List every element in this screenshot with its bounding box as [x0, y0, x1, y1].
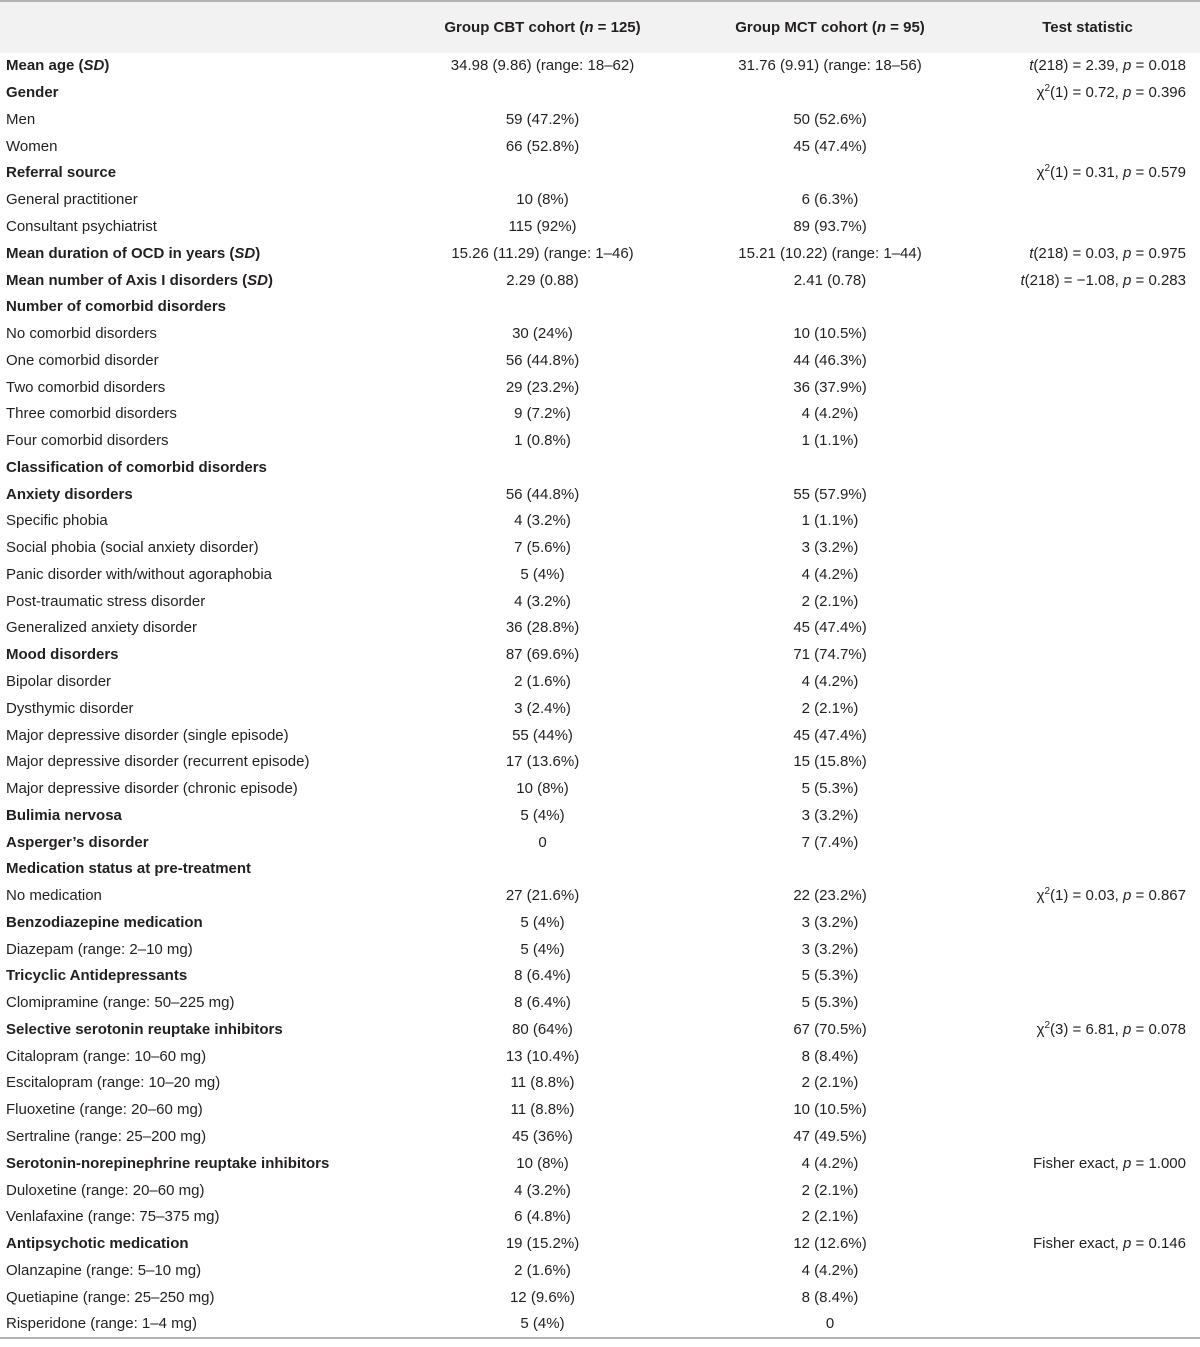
row-label: Number of comorbid disorders [6, 298, 227, 316]
cbt-value: 11 (8.8%) [510, 1101, 575, 1119]
table-row [0, 722, 1200, 749]
test-statistic-value [975, 1257, 1200, 1284]
mct-value: 4 (4.2%) [801, 405, 859, 423]
mct-value: 89 (93.7%) [793, 217, 867, 235]
table-row [0, 1070, 1200, 1097]
table-row [0, 749, 1200, 776]
row-label: Risperidone (range: 1–4 mg) [0, 1311, 400, 1338]
cbt-value: 0 [538, 833, 547, 851]
cbt-value: 11 (8.8%) [510, 1074, 575, 1092]
mct-value: 2 (2.1%) [801, 592, 859, 610]
cbt-value: 10 (8%) [516, 1154, 569, 1172]
row-label: Diazepam (range: 2–10 mg) [6, 940, 193, 958]
test-statistic-value: $\chi^2(1) = 0.72$, p = 0.396 [1036, 83, 1186, 102]
test-statistic-value [975, 107, 1200, 134]
mct-value [685, 856, 975, 883]
cbt-value: 8 (6.4%) [514, 994, 571, 1012]
cbt-value: 10 (8%) [516, 780, 569, 798]
mct-value [685, 454, 975, 481]
test-statistic-value [975, 1043, 1200, 1070]
table-row [0, 1043, 1200, 1070]
table-row [0, 267, 1200, 294]
table-row [0, 1177, 1200, 1204]
table-row [0, 588, 1200, 615]
mct-value: 5 (5.3%) [801, 967, 859, 985]
table-row [0, 187, 1200, 214]
table-row [0, 508, 1200, 535]
test-statistic-value [975, 401, 1200, 428]
mct-value: 1 (1.1%) [801, 512, 859, 530]
row-label: General practitioner [6, 191, 138, 209]
test-statistic-value [975, 1311, 1200, 1338]
test-statistic-value [975, 669, 1200, 696]
cbt-value: 59 (47.2%) [505, 110, 580, 128]
mct-value: 45 (47.4%) [793, 619, 867, 637]
row-label: Duloxetine (range: 20–60 mg) [6, 1181, 205, 1199]
test-statistic-value [975, 642, 1200, 669]
test-statistic-value: t(218) = 2.39, p = 0.018 [1029, 57, 1186, 75]
mct-value: 2.41 (0.78) [793, 271, 867, 289]
test-statistic-value [975, 1124, 1200, 1151]
cbt-value [400, 160, 685, 187]
test-statistic-value [975, 722, 1200, 749]
test-statistic-value: $\chi^2(1) = 0.31$, p = 0.579 [1036, 163, 1186, 182]
table-row [0, 535, 1200, 562]
table-row [0, 428, 1200, 455]
cbt-value: 56 (44.8%) [505, 351, 580, 369]
mct-value: 1 (1.1%) [801, 432, 859, 450]
cbt-value: 3 (2.4%) [514, 699, 571, 717]
mct-value: 4 (4.2%) [801, 1261, 859, 1279]
mct-value: 2 (2.1%) [801, 1208, 859, 1226]
test-statistic-value [975, 695, 1200, 722]
mct-value: 47 (49.5%) [793, 1128, 867, 1145]
table-row [0, 615, 1200, 642]
row-label: Escitalopram (range: 10–20 mg) [6, 1074, 221, 1092]
test-statistic-value [975, 133, 1200, 160]
row-label: Mood disorders [6, 646, 119, 664]
test-statistic-value: Fisher exact, p = 0.146 [1032, 1235, 1186, 1253]
mct-value: 71 (74.7%) [793, 646, 867, 664]
mct-value: 8 (8.4%) [801, 1288, 859, 1306]
test-statistic-value [975, 1070, 1200, 1097]
table-row [0, 347, 1200, 374]
cbt-value: 4 (3.2%) [514, 1181, 571, 1199]
test-statistic-value [975, 428, 1200, 455]
mct-value: 10 (10.5%) [793, 1101, 867, 1119]
row-label: Mean number of Axis I disorders (SD) [6, 271, 274, 289]
row-label: Asperger’s disorder [6, 833, 149, 851]
table-row [0, 1284, 1200, 1311]
row-label: Major depressive disorder (recurrent episode) [6, 753, 310, 771]
mct-value: 22 (23.2%) [793, 887, 867, 905]
row-label: One comorbid disorder [6, 351, 159, 369]
mct-value: 10 (10.5%) [793, 325, 867, 343]
cbt-value: 80 (64%) [512, 1020, 573, 1038]
table-row [0, 776, 1200, 803]
table-row [0, 829, 1200, 856]
test-statistic-value: Fisher exact, p = 1.000 [1032, 1154, 1186, 1172]
test-statistic-value [975, 374, 1200, 401]
row-label: Clomipramine (range: 50–225 mg) [6, 994, 235, 1012]
table-row [0, 133, 1200, 160]
test-statistic-value [975, 1284, 1200, 1311]
table-row [0, 669, 1200, 696]
test-statistic-value [975, 856, 1200, 883]
mct-value [685, 160, 975, 187]
table-row [0, 963, 1200, 990]
cbt-value: 2 (1.6%) [514, 672, 571, 690]
mct-value: 4 (4.2%) [801, 1154, 859, 1172]
test-statistic-value [975, 802, 1200, 829]
table-row [0, 1150, 1200, 1177]
cbt-value: 29 (23.2%) [505, 378, 580, 396]
row-label: Consultant psychiatrist [6, 217, 157, 235]
test-statistic-value [975, 615, 1200, 642]
mct-value: 6 (6.3%) [801, 191, 859, 209]
cbt-value: 4 (3.2%) [514, 592, 571, 610]
mct-value: 55 (57.9%) [793, 485, 867, 503]
row-label: Mean age (SD) [6, 57, 110, 75]
mct-value: 2 (2.1%) [801, 1074, 859, 1092]
row-label: Dysthymic disorder [6, 699, 134, 717]
test-statistic-value [975, 829, 1200, 856]
mct-value: 4 (4.2%) [801, 672, 859, 690]
row-label: Tricyclic Antidepressants [6, 967, 188, 985]
cbt-value: 5 (4%) [520, 806, 565, 824]
mct-value: 2 (2.1%) [801, 1181, 859, 1199]
test-statistic-value [975, 990, 1200, 1017]
row-label: Social phobia (social anxiety disorder) [6, 539, 259, 557]
test-statistic-value [975, 321, 1200, 348]
mct-value: 3 (3.2%) [801, 913, 859, 931]
mct-value: 3 (3.2%) [801, 539, 859, 557]
cbt-value: 10 (8%) [516, 191, 569, 209]
table-row [0, 294, 1200, 321]
test-statistic-value [975, 187, 1200, 214]
row-label: Citalopram (range: 10–60 mg) [6, 1047, 207, 1065]
row-label: Selective serotonin reuptake inhibitors [6, 1020, 283, 1038]
test-statistic-value [975, 1177, 1200, 1204]
row-label: Classification of comorbid disorders [6, 458, 267, 476]
test-statistic-value [975, 294, 1200, 321]
table-row [0, 107, 1200, 134]
mct-value: 12 (12.6%) [793, 1235, 867, 1253]
row-label: Three comorbid disorders [6, 405, 177, 423]
header-cbt-cohort: Group CBT cohort (n = 125) [400, 1, 685, 53]
test-statistic-value [975, 936, 1200, 963]
cbt-value [400, 454, 685, 481]
cbt-value: 2.29 (0.88) [506, 271, 579, 289]
table-row [0, 321, 1200, 348]
test-statistic-value [975, 454, 1200, 481]
cbt-value: 2 (1.6%) [514, 1261, 571, 1279]
table-row [0, 883, 1200, 910]
table-row [0, 910, 1200, 937]
cbt-value: 9 (7.2%) [514, 405, 571, 423]
row-label: Venlafaxine (range: 75–375 mg) [6, 1208, 220, 1226]
cbt-value [400, 80, 685, 107]
test-statistic-value [975, 588, 1200, 615]
table-header [0, 1, 1200, 53]
test-statistic-value [975, 535, 1200, 562]
cbt-value: 56 (44.8%) [505, 485, 580, 503]
table-row [0, 401, 1200, 428]
cbt-value: 12 (9.6%) [509, 1288, 576, 1306]
test-statistic-value: t(218) = −1.08, p = 0.283 [1020, 271, 1186, 289]
test-statistic-value [975, 776, 1200, 803]
header-test-statistic: Test statistic [975, 1, 1200, 53]
row-label: Sertraline (range: 25–200 mg) [6, 1128, 207, 1145]
test-statistic-value [975, 508, 1200, 535]
test-statistic-value: $\chi^2(3) = 6.81$, p = 0.078 [1036, 1019, 1186, 1038]
test-statistic-value [975, 481, 1200, 508]
row-label: Generalized anxiety disorder [6, 619, 197, 637]
cbt-value [400, 294, 685, 321]
test-statistic-value [975, 1097, 1200, 1124]
test-statistic-value [975, 214, 1200, 241]
table-row [0, 562, 1200, 589]
table-row [0, 53, 1200, 80]
table-row [0, 240, 1200, 267]
cbt-value: 6 (4.8%) [514, 1208, 571, 1226]
mct-value: 31.76 (9.91) (range: 18–56) [738, 57, 922, 75]
row-label: Bipolar disorder [6, 672, 112, 690]
table-row [0, 642, 1200, 669]
row-label: No comorbid disorders [6, 325, 157, 343]
row-label: Mean duration of OCD in years (SD) [6, 244, 261, 262]
table-row [0, 454, 1200, 481]
cbt-value: 87 (69.6%) [505, 646, 580, 664]
mct-value: 36 (37.9%) [793, 378, 867, 396]
row-label: Serotonin-norepinephrine reuptake inhibitors [6, 1154, 330, 1172]
table-row [0, 1231, 1200, 1258]
table-row [0, 802, 1200, 829]
row-label: Antipsychotic medication [6, 1235, 189, 1253]
mct-value: 3 (3.2%) [801, 806, 859, 824]
cbt-value: 36 (28.8%) [505, 619, 580, 637]
mct-value: 5 (5.3%) [801, 780, 859, 798]
cbt-value: 5 (4%) [520, 565, 565, 583]
row-label: No medication [6, 887, 102, 905]
test-statistic-value: t(218) = 0.03, p = 0.975 [1029, 244, 1186, 262]
cbt-value: 34.98 (9.86) (range: 18–62) [450, 57, 635, 75]
mct-value: 45 (47.4%) [793, 726, 867, 744]
row-label: Fluoxetine (range: 20–60 mg) [6, 1101, 203, 1119]
table-row [0, 1017, 1200, 1044]
mct-value: 0 [685, 1311, 975, 1338]
mct-value [685, 80, 975, 107]
cbt-value: 27 (21.6%) [505, 887, 580, 905]
mct-value: 5 (5.3%) [801, 994, 859, 1012]
table-row [0, 695, 1200, 722]
header-mct-cohort: Group MCT cohort (n = 95) [685, 1, 975, 53]
header-row [0, 1, 1200, 53]
test-statistic-value [975, 749, 1200, 776]
table-row [0, 1257, 1200, 1284]
table-row [0, 856, 1200, 883]
mct-value: 8 (8.4%) [801, 1047, 859, 1065]
cbt-value: 15.26 (11.29) (range: 1–46) [451, 244, 634, 262]
row-label: Medication status at pre-treatment [6, 860, 252, 878]
row-label: Benzodiazepine medication [6, 913, 203, 931]
cbt-value: 5 (4%) [400, 1311, 685, 1338]
row-label: Four comorbid disorders [6, 432, 169, 450]
table-row [0, 1311, 1200, 1338]
row-label: Post-traumatic stress disorder [6, 592, 206, 610]
table-row [0, 1204, 1200, 1231]
table-row [0, 374, 1200, 401]
mct-value: 67 (70.5%) [793, 1020, 867, 1038]
mct-value: 15.21 (10.22) (range: 1–44) [738, 244, 922, 262]
row-label: Bulimia nervosa [6, 806, 122, 824]
row-label: Men [6, 110, 36, 128]
cbt-value: 66 (52.8%) [505, 137, 580, 155]
row-label: Gender [6, 84, 59, 102]
cbt-value: 19 (15.2%) [505, 1235, 580, 1253]
mct-value: 4 (4.2%) [801, 565, 859, 583]
table-row [0, 1097, 1200, 1124]
mct-value: 7 (7.4%) [801, 833, 859, 851]
mct-value: 2 (2.1%) [801, 699, 859, 717]
mct-value: 15 (15.8%) [793, 753, 867, 771]
test-statistic-value [975, 910, 1200, 937]
row-label: Anxiety disorders [6, 485, 133, 503]
mct-value: 45 (47.4%) [793, 137, 867, 155]
header-label-cell [0, 1, 400, 53]
test-statistic-value: $\chi^2(1) = 0.03$, p = 0.867 [1036, 886, 1186, 905]
cbt-value [400, 856, 685, 883]
table-body [0, 53, 1200, 1338]
cbt-value: 115 (92%) [508, 217, 577, 235]
table-row [0, 481, 1200, 508]
row-label: Major depressive disorder (chronic episode) [6, 780, 298, 798]
cbt-value: 45 (36%) [512, 1128, 573, 1145]
test-statistic-value [975, 963, 1200, 990]
test-statistic-value [975, 1204, 1200, 1231]
table-row [0, 1124, 1200, 1151]
cbt-value: 17 (13.6%) [505, 753, 580, 771]
row-label: Olanzapine (range: 5–10 mg) [6, 1261, 202, 1279]
row-label: Panic disorder with/without agoraphobia [6, 565, 272, 583]
mct-value: 44 (46.3%) [793, 351, 867, 369]
mct-value: 50 (52.6%) [793, 110, 867, 128]
table-row [0, 80, 1200, 107]
cbt-value: 55 (44%) [512, 726, 573, 744]
cbt-value: 5 (4%) [520, 913, 565, 931]
row-label: Quetiapine (range: 25–250 mg) [6, 1288, 215, 1306]
cbt-value: 1 (0.8%) [514, 432, 571, 450]
row-label: Women [6, 137, 58, 155]
cbt-value: 13 (10.4%) [505, 1047, 580, 1065]
row-label: Major depressive disorder (single episode) [6, 726, 289, 744]
cbt-value: 8 (6.4%) [514, 967, 571, 985]
table-row [0, 990, 1200, 1017]
cbt-value: 4 (3.2%) [514, 512, 571, 530]
mct-value [685, 294, 975, 321]
cbt-value: 7 (5.6%) [514, 539, 571, 557]
cbt-value: 5 (4%) [520, 940, 565, 958]
row-label: Referral source [6, 164, 117, 182]
table-row [0, 160, 1200, 187]
test-statistic-value [975, 347, 1200, 374]
table-row [0, 214, 1200, 241]
row-label: Two comorbid disorders [6, 378, 166, 396]
mct-value: 3 (3.2%) [801, 940, 859, 958]
row-label: Specific phobia [6, 512, 108, 530]
test-statistic-value [975, 562, 1200, 589]
table-row [0, 936, 1200, 963]
cbt-value: 30 (24%) [512, 325, 573, 343]
